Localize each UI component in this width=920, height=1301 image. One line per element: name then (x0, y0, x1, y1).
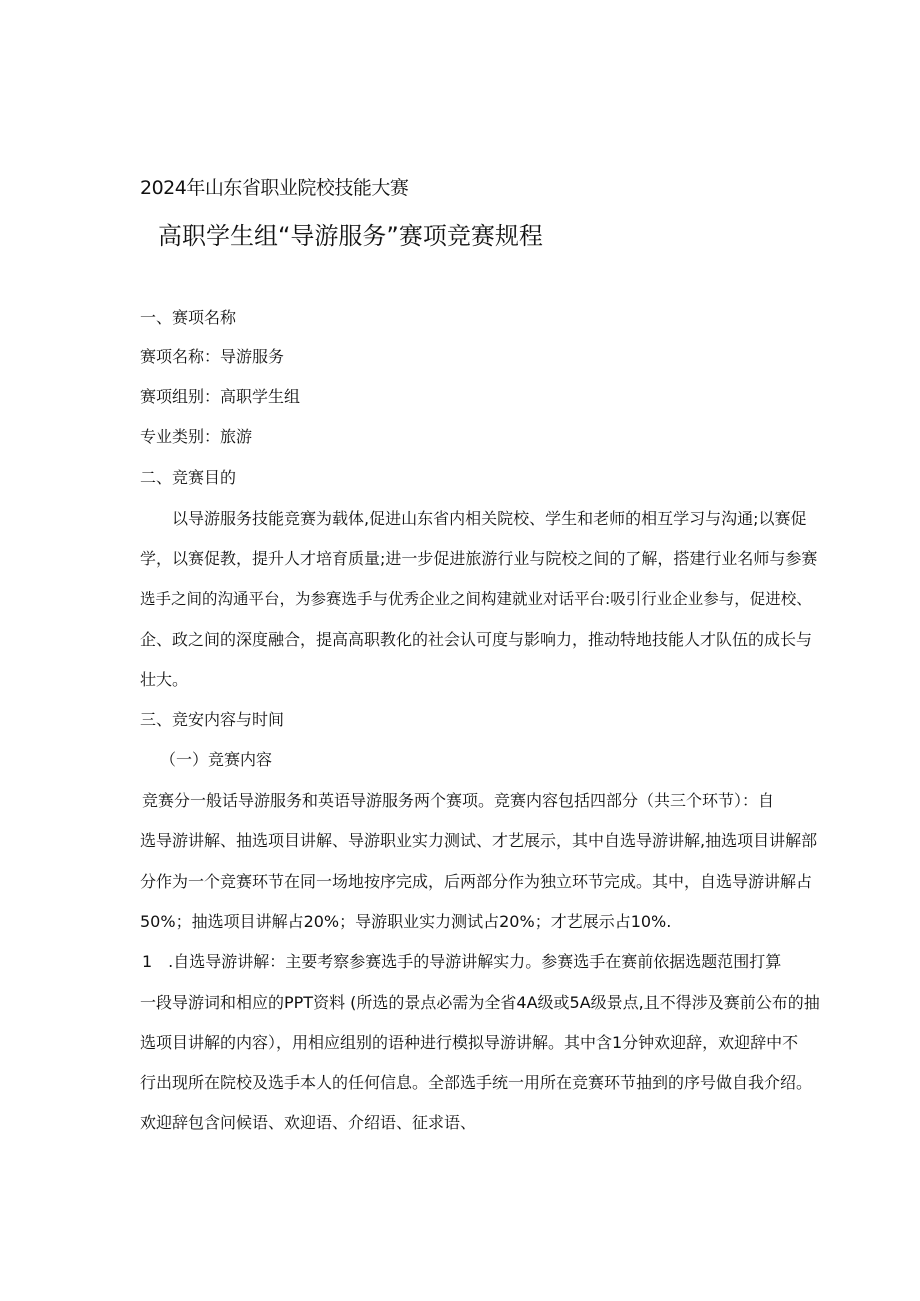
section2-line: 以导游服务技能竞赛为载体,促进山东省内相关院校、学生和老师的相互学习与沟通;以赛促 (172, 509, 807, 528)
item1-line: 一段导游词和相应的PPT资料 (所选的景点必需为全省4A级或5A级景点,且不得涉及赛前公布的抽 (140, 993, 820, 1012)
content-line: 选导游讲解、抽选项目讲解、导游职业实力测试、才艺展示，其中自选导游讲解,抽选项目讲解部 (140, 831, 818, 850)
item1-line: 选项目讲解的内容），用相应组别的语种进行模拟导游讲解。其中含1分钟欢迎辞，欢迎辞中不 (140, 1033, 799, 1052)
item1-line: 1 .自选导游讲解：主要考察参赛选手的导游讲解实力。参赛选手在赛前依据选题范围打算 (142, 952, 782, 971)
item-category: 专业类别：旅游 (140, 427, 253, 446)
item-name: 赛项名称：导游服务 (140, 347, 285, 366)
section1-heading: 一、赛项名称 (140, 308, 237, 327)
item1-line: 欢迎辞包含问候语、欢迎语、介绍语、征求语、 (140, 1113, 477, 1132)
content-line: 分作为一个竞赛环节在同一场地按序完成，后两部分作为独立环节完成。其中，自选导游讲解占 (140, 872, 813, 891)
section3-heading: 三、竞安内容与时间 (140, 710, 285, 729)
section2-line: 学，以赛促教，提升人才培育质量;进一步促进旅游行业与院校之间的了解，搭建行业名师与参赛 (140, 549, 818, 568)
section2-line: 选手之间的沟通平台，为参赛选手与优秀企业之间构建就业对话平台:吸引行业企业参与，促进校、 (140, 590, 812, 608)
section2-heading: 二、竞赛目的 (140, 468, 237, 487)
document-title-line1: 2024年山东省职业院校技能大赛 (140, 177, 409, 199)
item1-line: 行出现所在院校及选手本人的任何信息。全部选手统一用所在竞赛环节抽到的序号做自我介绍。 (140, 1073, 813, 1092)
content-line: 竞赛分一般话导游服务和英语导游服务两个赛项。竞赛内容包括四部分（共三个环节）：自 (142, 791, 775, 810)
section2-line: 壮大。 (140, 670, 189, 689)
item-group: 赛项组别：高职学生组 (140, 387, 301, 406)
document-title-line2: 高职学生组“导游服务”赛项竞赛规程 (158, 222, 543, 250)
subsection1-heading: （一）竞赛内容 (160, 750, 273, 769)
section2-line: 企、政之间的深度融合，提高高职教化的社会认可度与影响力，推动特地技能人才队伍的成长与 (140, 630, 813, 649)
content-line: 50%；抽选项目讲解占20%；导游职业实力测试占20%；才艺展示占10%. (140, 912, 672, 931)
